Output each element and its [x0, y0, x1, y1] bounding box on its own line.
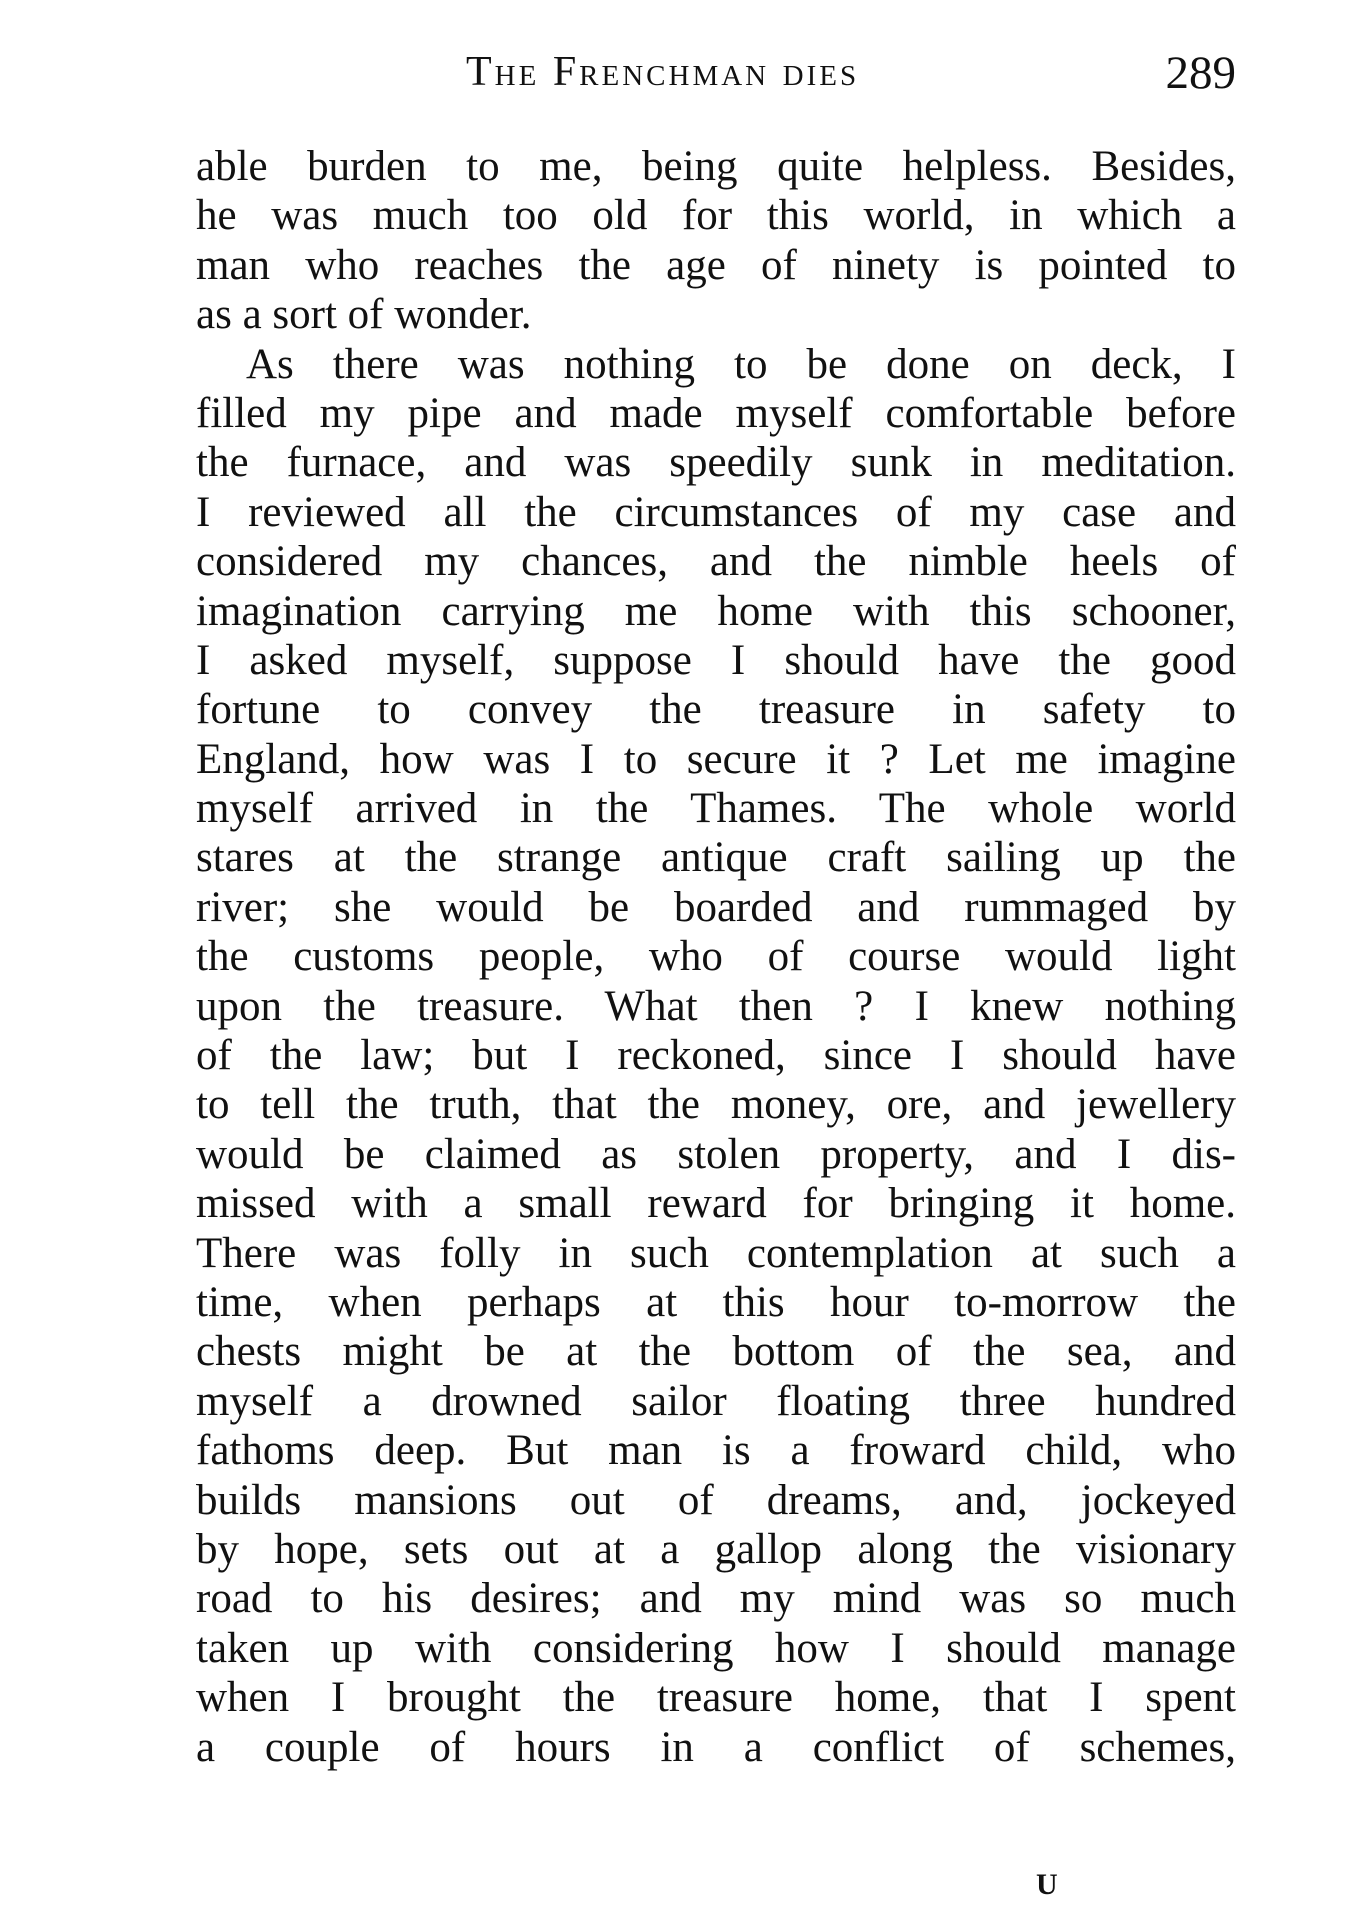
- text-line: England, how was I to secure it ? Let me imagine: [196, 735, 1236, 783]
- text-line: taken up with considering how I should manage: [196, 1624, 1236, 1672]
- text-line: I reviewed all the circumstances of my case and: [196, 488, 1236, 536]
- text-line: to tell the truth, that the money, ore, and jewellery: [196, 1081, 1236, 1129]
- text-line: road to his desires; and my mind was so much: [196, 1575, 1236, 1623]
- text-line: imagination carrying me home with this schooner,: [196, 587, 1236, 635]
- text-line: myself arrived in the Thames. The whole world: [196, 785, 1236, 833]
- text-line: myself a drowned sailor floating three hundred: [196, 1377, 1236, 1425]
- text-line: time, when perhaps at this hour to-morrow the: [196, 1278, 1236, 1326]
- text-line: missed with a small reward for bringing it home.: [196, 1180, 1236, 1228]
- text-line: filled my pipe and made myself comfortable before: [196, 389, 1236, 437]
- text-line: considered my chances, and the nimble heels of: [196, 538, 1236, 586]
- text-line: As there was nothing to be done on deck, I: [246, 340, 1236, 388]
- text-line: man who reaches the age of ninety is pointed to: [196, 241, 1236, 289]
- text-line: as a sort of wonder.: [196, 291, 532, 339]
- text-line: fortune to convey the treasure in safety to: [196, 686, 1236, 734]
- text-line: builds mansions out of dreams, and, jockeyed: [196, 1476, 1236, 1524]
- body-text: [196, 142, 1236, 1772]
- page-number: 289: [1165, 47, 1236, 99]
- text-line: of the law; but I reckoned, since I should have: [196, 1032, 1236, 1080]
- text-line: I asked myself, suppose I should have the good: [196, 636, 1236, 684]
- text-line: when I brought the treasure home, that I spent: [196, 1674, 1236, 1722]
- text-line: the furnace, and was speedily sunk in meditation.: [196, 439, 1236, 487]
- text-line: would be claimed as stolen property, and I dis-: [196, 1130, 1236, 1178]
- text-line: chests might be at the bottom of the sea, and: [196, 1328, 1236, 1376]
- text-line: the customs people, who of course would light: [196, 933, 1236, 981]
- text-line: he was much too old for this world, in which a: [196, 192, 1236, 240]
- text-line: by hope, sets out at a gallop along the visionary: [196, 1525, 1236, 1573]
- chapter-title: The Frenchman dies: [466, 49, 860, 95]
- text-line: upon the treasure. What then ? I knew nothing: [196, 982, 1236, 1030]
- text-line: a couple of hours in a conflict of schemes,: [196, 1723, 1236, 1771]
- text-line: able burden to me, being quite helpless. Besides,: [196, 143, 1236, 190]
- signature-mark: U: [1036, 1868, 1058, 1901]
- text-line: river; she would be boarded and rummaged by: [196, 883, 1236, 931]
- text-line: stares at the strange antique craft sailing up the: [196, 834, 1236, 882]
- text-line: fathoms deep. But man is a froward child, who: [196, 1427, 1236, 1475]
- text-line: There was folly in such contemplation at such a: [196, 1229, 1236, 1277]
- running-head: [196, 46, 1236, 116]
